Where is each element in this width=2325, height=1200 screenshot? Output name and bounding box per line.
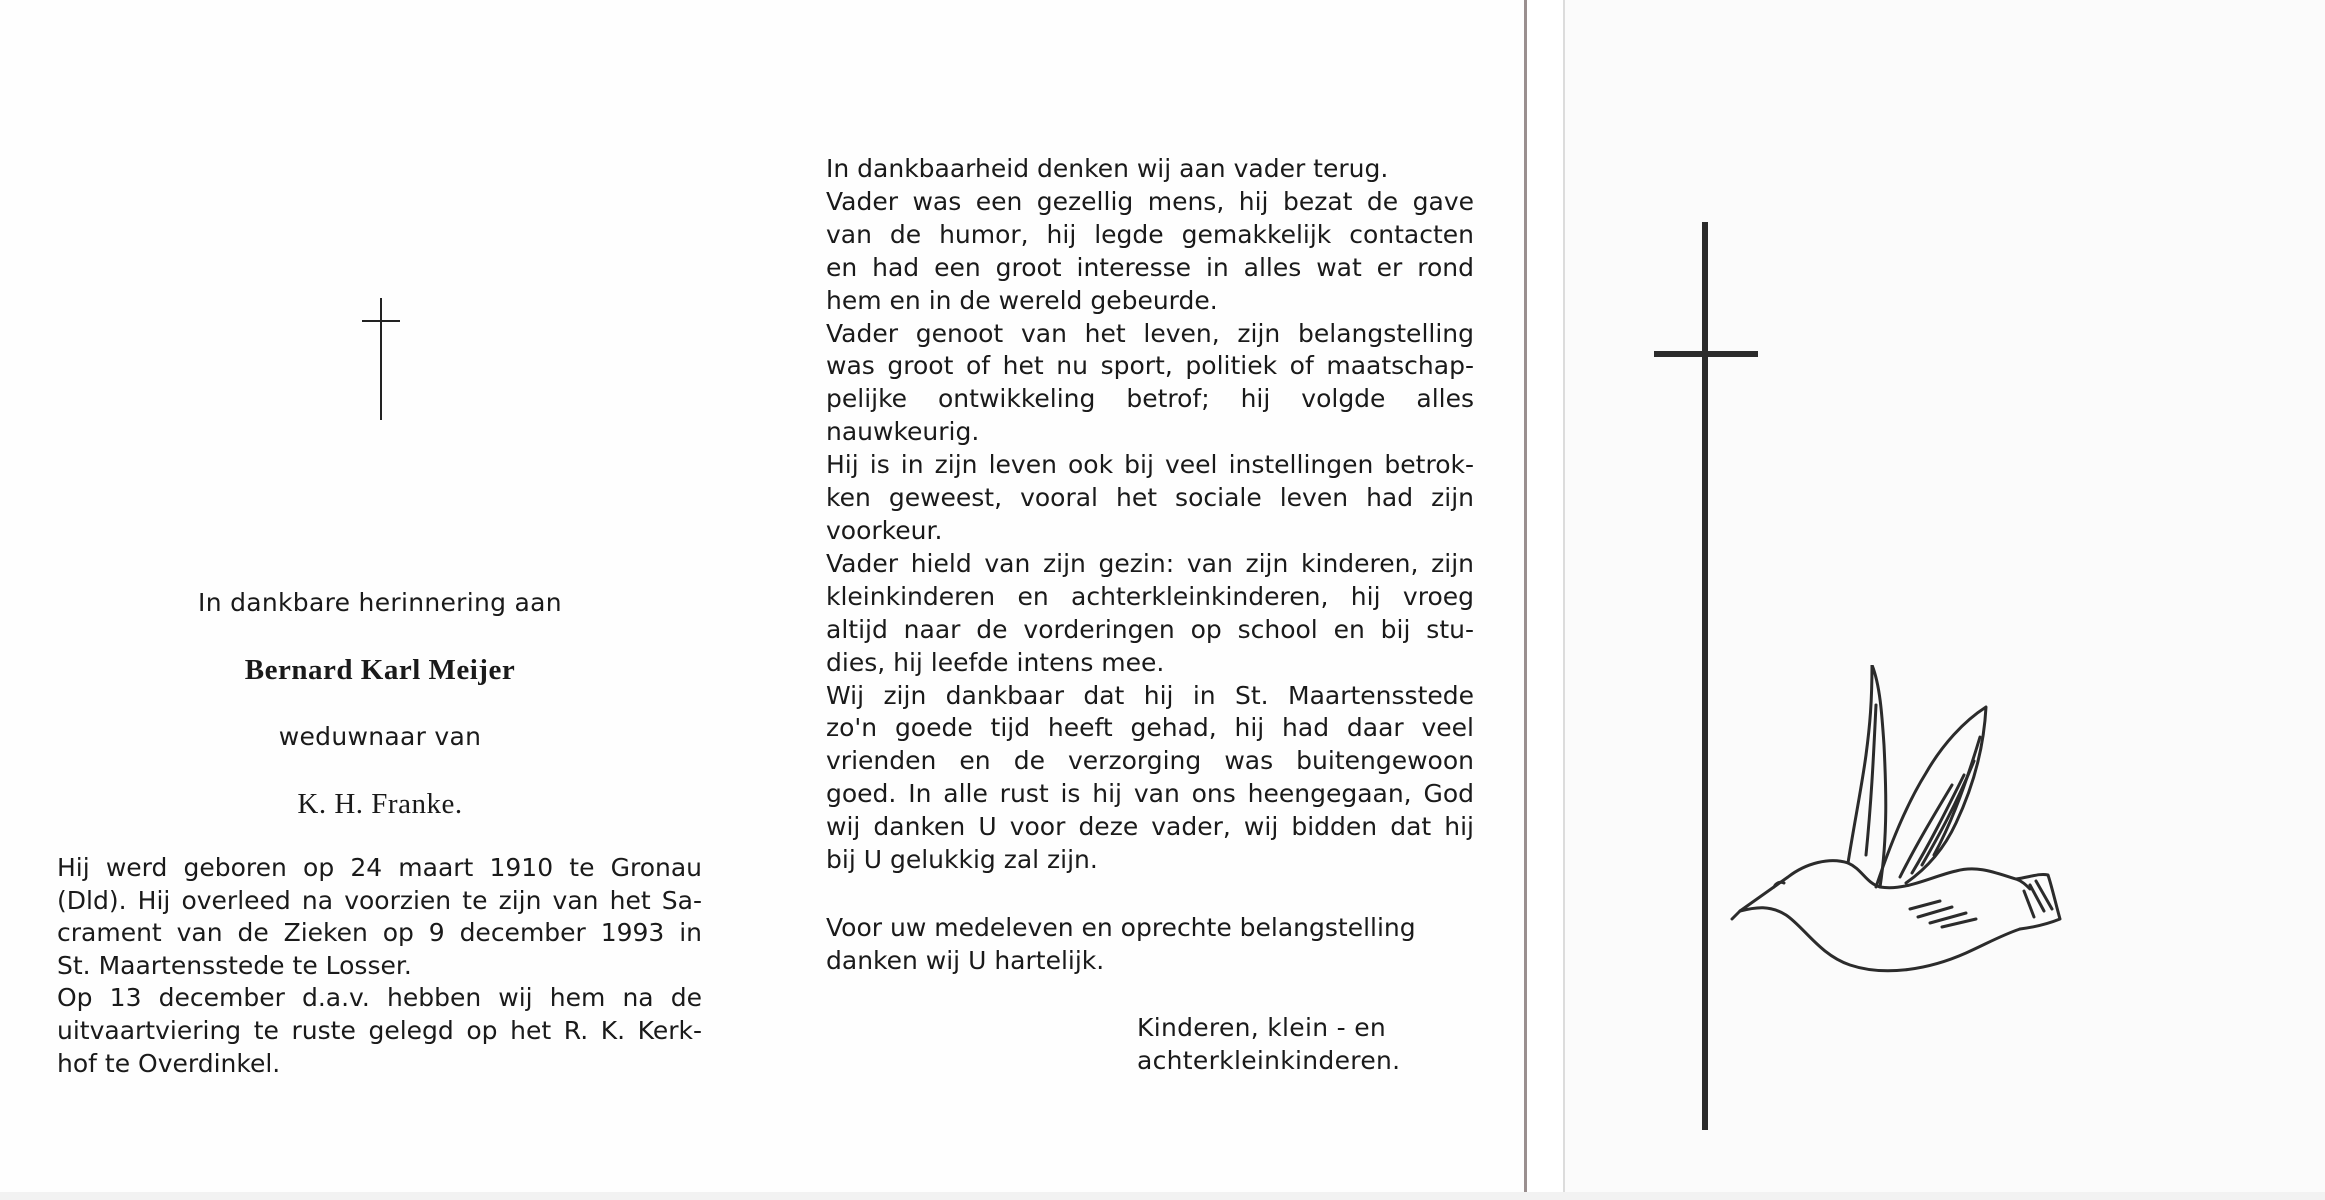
remembrance-text [826,153,1474,877]
text-line: dies, hij leefde intens mee. [826,647,1165,677]
bio-line: Op 13 december d.a.v. hebben wij hem na de [57,983,702,1013]
relation-line: weduwnaar van [278,722,482,751]
bio-line: crament van de Zieken op 9 december 1993 in [57,918,702,948]
deceased-name: Bernard Karl Meijer [244,654,516,686]
small-cross-icon [362,298,400,420]
signature [1137,1011,1400,1077]
text-line: kleinkinderen en achterkleinkinderen, hij vroeg [826,581,1474,611]
text-line: In dankbaarheid denken wij aan vader terug. [826,154,1389,183]
bio-line: St. Maartensstede te Losser. [57,950,412,980]
text-line: goed. In alle rust is hij van ons heengegaan, God [826,779,1474,809]
bio-line: uitvaartviering te ruste gelegd op het R. K. Kerk- [57,1015,702,1045]
text-line: was groot of het nu sport, politiek of maatschap- [826,351,1474,381]
dedication-line: In dankbare herinnering aan [198,588,562,617]
page-gap [1527,0,1563,1200]
signature-line: Kinderen, klein - en [1137,1013,1387,1042]
text-line: van de humor, hij legde gemakkelijk contacten [826,219,1474,249]
bottom-edge [0,1192,2325,1200]
bio-line: (Dld). Hij overleed na voorzien te zijn van het Sa- [57,885,702,915]
text-line: Vader genoot van het leven, zijn belangstelling [826,318,1474,348]
text-line: ken geweest, vooral het sociale leven had zijn [826,483,1474,513]
text-line: Hij is in zijn leven ook bij veel instellingen betrok- [826,450,1474,480]
text-line: Vader was een gezellig mens, hij bezat de gave [826,186,1474,216]
closing-line: danken wij U hartelijk. [826,946,1105,975]
signature-line: achterkleinkinderen. [1137,1046,1401,1075]
text-line: Vader hield van zijn gezin: van zijn kinderen, zijn [826,548,1474,578]
text-line: pelijke ontwikkeling betrof; hij volgde alles [826,384,1474,414]
biography [57,852,702,1080]
bio-line: Hij werd geboren op 24 maart 1910 te Gronau [57,853,702,882]
text-line: vrienden en de verzorging was buitengewoon [826,746,1474,776]
bio-line: hof te Overdinkel. [57,1048,281,1078]
text-line: altijd naar de vorderingen op school en bij stu- [826,614,1474,644]
spouse-name: K. H. Franke. [297,788,463,820]
text-line: Wij zijn dankbaar dat hij in St. Maartensstede [826,680,1474,710]
text-line: nauwkeurig. [826,417,980,447]
dove-icon [1730,665,2070,1005]
text-line: wij danken U voor deze vader, wij bidden dat hij [826,812,1474,842]
closing-line: Voor uw medeleven en oprechte belangstelling [826,913,1416,942]
text-line: voorkeur. [826,515,943,545]
text-line: bij U gelukkig zal zijn. [826,845,1098,875]
closing-thanks [826,911,1474,977]
text-line: zo'n goede tijd heeft gehad, hij had daar veel [826,713,1474,743]
text-line: en had een groot interesse in alles wat er rond [826,252,1474,282]
text-line: hem en in de wereld gebeurde. [826,285,1218,315]
